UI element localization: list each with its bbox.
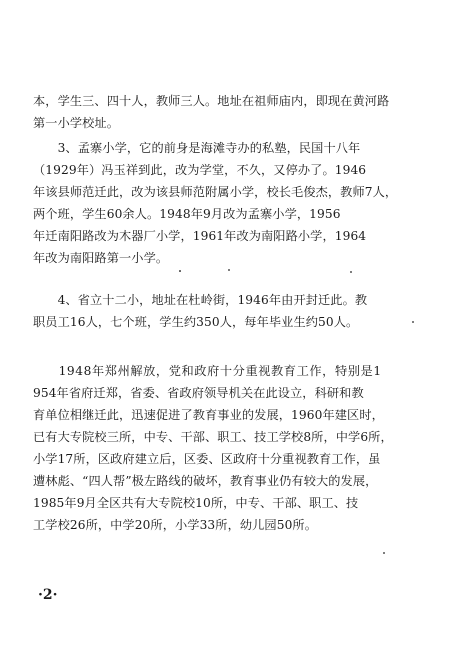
scan-speck [228, 269, 230, 271]
text-line: 已有大专院校三所，中专、干部、职工、技工学校8所，中学6所， [33, 430, 393, 444]
scan-speck [350, 271, 352, 273]
scan-speck [412, 321, 414, 323]
text-line: 遭林彪、“四人帮”极左路线的破坏，教育事业仍有较大的发展， [33, 474, 378, 488]
scan-speck [383, 552, 385, 554]
paragraph-mengzhai-school [33, 137, 425, 269]
text-line: 小学17所，区政府建立后，区委、区政府十分重视教育工作，虽 [33, 452, 381, 466]
paragraph-provincial-twelfth-school [33, 289, 425, 333]
text-line: 1985年9月全区共有大专院校10所，中专、干部、职工、技 [33, 496, 359, 510]
scan-speck [179, 270, 181, 272]
text-line: 职员工16人，七个班，学生约350人，每年毕业生约50人。 [33, 315, 359, 329]
paragraph-school-site [33, 90, 425, 134]
text-line: 954年省府迁郑，省委、省政府领导机关在此设立，科研和教 [33, 386, 364, 400]
page-number: ·2· [38, 587, 58, 603]
text-line: 年该县师范迁此，改为该县师范附属小学，校长毛俊杰，教师7人， [33, 185, 398, 199]
text-line: 两个班，学生60余人。1948年9月改为孟寨小学，1956 [33, 207, 341, 221]
text-line: （1929年）冯玉祥到此，改为学堂，不久，又停办了。1946 [33, 163, 367, 177]
text-line: 第一小学校址。 [33, 116, 120, 130]
text-line: 工学校26所，中学20所，小学33所，幼儿园50所。 [33, 518, 318, 532]
text-line: 年改为南阳路第一小学。 [33, 251, 169, 265]
text-line: 1948年郑州解放，党和政府十分重视教育工作，特别是1 [33, 364, 382, 378]
text-line: 3、孟寨小学，它的前身是海滩寺办的私塾，民国十八年 [33, 141, 361, 155]
text-line: 年迁南阳路改为木器厂小学，1961年改为南阳路小学，1964 [33, 229, 367, 243]
text-line: 4、省立十二小，地址在杜岭街，1946年由开封迁此。教 [33, 293, 368, 307]
text-line: 本，学生三、四十人，教师三人。地址在祖师庙内，即现在黄河路 [33, 94, 390, 108]
paragraph-education-development [33, 360, 425, 536]
text-line: 育单位相继迁此，迅速促进了教育事业的发展，1960年建区时， [33, 408, 384, 422]
